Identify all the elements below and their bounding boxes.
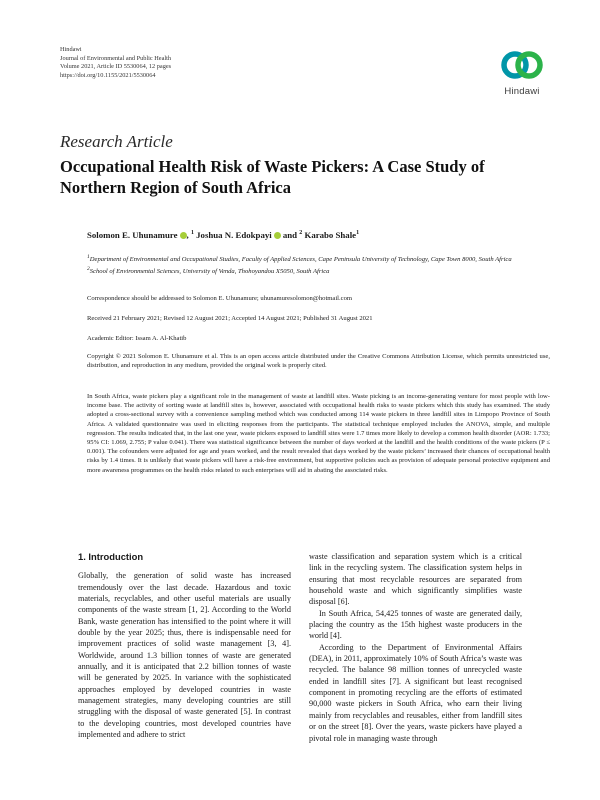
author-name[interactable]: Solomon E. Uhunamure — [87, 230, 178, 240]
orcid-icon[interactable] — [180, 232, 187, 239]
journal-doi[interactable]: https://doi.org/10.1155/2021/5530064 — [60, 71, 156, 79]
column-right — [309, 551, 522, 744]
journal-volume: Volume 2021, Article ID 5530064, 12 pages — [60, 63, 172, 71]
affiliation-item: $^2$School of Environmental Sciences, University of Venda, Thohoyandou X5050, South Africa — [87, 265, 330, 275]
journal-name: Journal of Environmental and Public Health — [60, 54, 172, 62]
column-left — [78, 551, 291, 741]
affiliations — [87, 253, 550, 276]
publication-dates: Received 21 February 2021; Revised 12 August 2021; Accepted 14 August 2021; Published 31 August 2021 — [87, 315, 373, 322]
author-affiliation-mark: 2 — [299, 230, 303, 237]
paragraph: Globally, the generation of solid waste has increased tremendously over the last decade. Hazardous and toxic materials, recyclables, and other useful materials are usually components of the waste stream [1, 2]. According to the World Bank, waste generation has intensified to the point where it will double by the year 2025; thus, there is indispensable need for improvement practices of solid waste management [3, 4]. Worldwide, around 1.3 billion tonnes of waste are generated annually, and it is anticipated that 2.2 billion tonnes of waste will be generated by 2025. In variance with the sophisticated approaches employed by developed countries in waste management strategies, many developing countries are still struggling with the disposal of waste generated [5]. In contrast to the developing countries, most developed countries have implemented and adhere to strict — [78, 571, 291, 740]
article-title: Occupational Health Risk of Waste Pickers: A Case Study of Northern Region of South Africa — [60, 157, 485, 197]
correspondence: Correspondence should be addressed to Solomon E. Uhunamure; uhunamuresolomon@hotmail.com — [87, 295, 353, 302]
hindawi-logo[interactable] — [492, 45, 552, 97]
section-heading: 1. Introduction — [78, 551, 144, 562]
journal-publisher: Hindawi — [60, 46, 82, 53]
paragraph: According to the Department of Environmental Affairs (DEA), in 2011, approximately 10% of South Africa’s waste was recycled. The balance 98 million tonnes of unrecycled waste ended in landfill sites [7]. A significant but least recognised component in promoting recycling are the efforts of estimated 90,000 waste pickers in South Africa, who earn their living mainly from recyclables and reusables, either from landfill sites or on the street [8]. Over the years, waste pickers have played a pivotal role in managing waste through — [309, 642, 522, 743]
journal-info — [60, 46, 171, 80]
paragraph: waste classification and separation system which is a critical link in the recycling system. The classification system helps in ensuring that most recyclable resources are separated from household waste and which significantly simplifies waste disposal [6]. — [309, 552, 522, 607]
academic-editor: Academic Editor: Issam A. Al-Khatib — [87, 335, 187, 342]
hindawi-logo-icon — [499, 45, 545, 85]
abstract: In South Africa, waste pickers play a significant role in the management of waste at landfill sites. Waste picking is an income-generating venture for most people with low-income base. The activity of sorting waste at landfill sites is, however, associated with occupational health risks to waste pickers which this study has examined. The study adopted a cross-sectional survey with a convenience sampling method which was conducted among 114 waste pickers in three landfill sites in Limpopo Province of South Africa. A validated questionnaire was used in eliciting responses from the participants. The statistical technique employed includes the ANOVA, simple, and multiple regression. The results indicated that, in the last one year, waste pickers exposed to landfill sites were 1.7 times more likely to develop a common health disorder (AOR: 1.733; 95% CI: 1.069, 2.755; P value 0.041). There was statistical significance between the number of days worked at the landfill and the health conditions of the waste pickers (P ≤ 0.001). The cofounders were adjusted for age and years worked, and the result revealed that days worked by the waste pickers’ increased their chances of occupational health risks by 1.4 times. It is unlikely that waste pickers will have a risk-free environment, but supportive policies such as provision of adequate personal protective equipment and more awareness programmes on the health risks related to such enterprises will aid in abating the associated risks. — [87, 393, 550, 474]
author-affiliation-mark: 1 — [356, 230, 360, 237]
author-list: Solomon E. Uhunamure , $^1$ Joshua N. Edokpayi and $^2$ Karabo Shale$^1$ — [87, 230, 360, 240]
author-name[interactable]: Joshua N. Edokpayi — [196, 230, 272, 240]
affiliation-item: $^1$Department of Environmental and Occupational Studies, Faculty of Applied Sciences, Cape Peninsula University of Technology, Cape Town 8000, South Africa — [87, 254, 512, 264]
author-affiliation-mark: 1 — [190, 230, 194, 237]
article-type: Research Article — [60, 132, 173, 151]
orcid-icon[interactable] — [274, 232, 281, 239]
paragraph: In South Africa, 54,425 tonnes of waste are generated daily, placing the country as the 15th highest waste producers in the world [4]. — [309, 608, 522, 641]
author-name[interactable]: Karabo Shale — [304, 230, 357, 240]
copyright-notice: Copyright © 2021 Solomon E. Uhunamure et al. This is an open access article distributed under the Creative Commons Attribution License, which permits unrestricted use, distribution, and reproduction in any medium, provided the original work is properly cited. — [87, 353, 550, 370]
hindawi-logo-text: Hindawi — [504, 86, 540, 97]
